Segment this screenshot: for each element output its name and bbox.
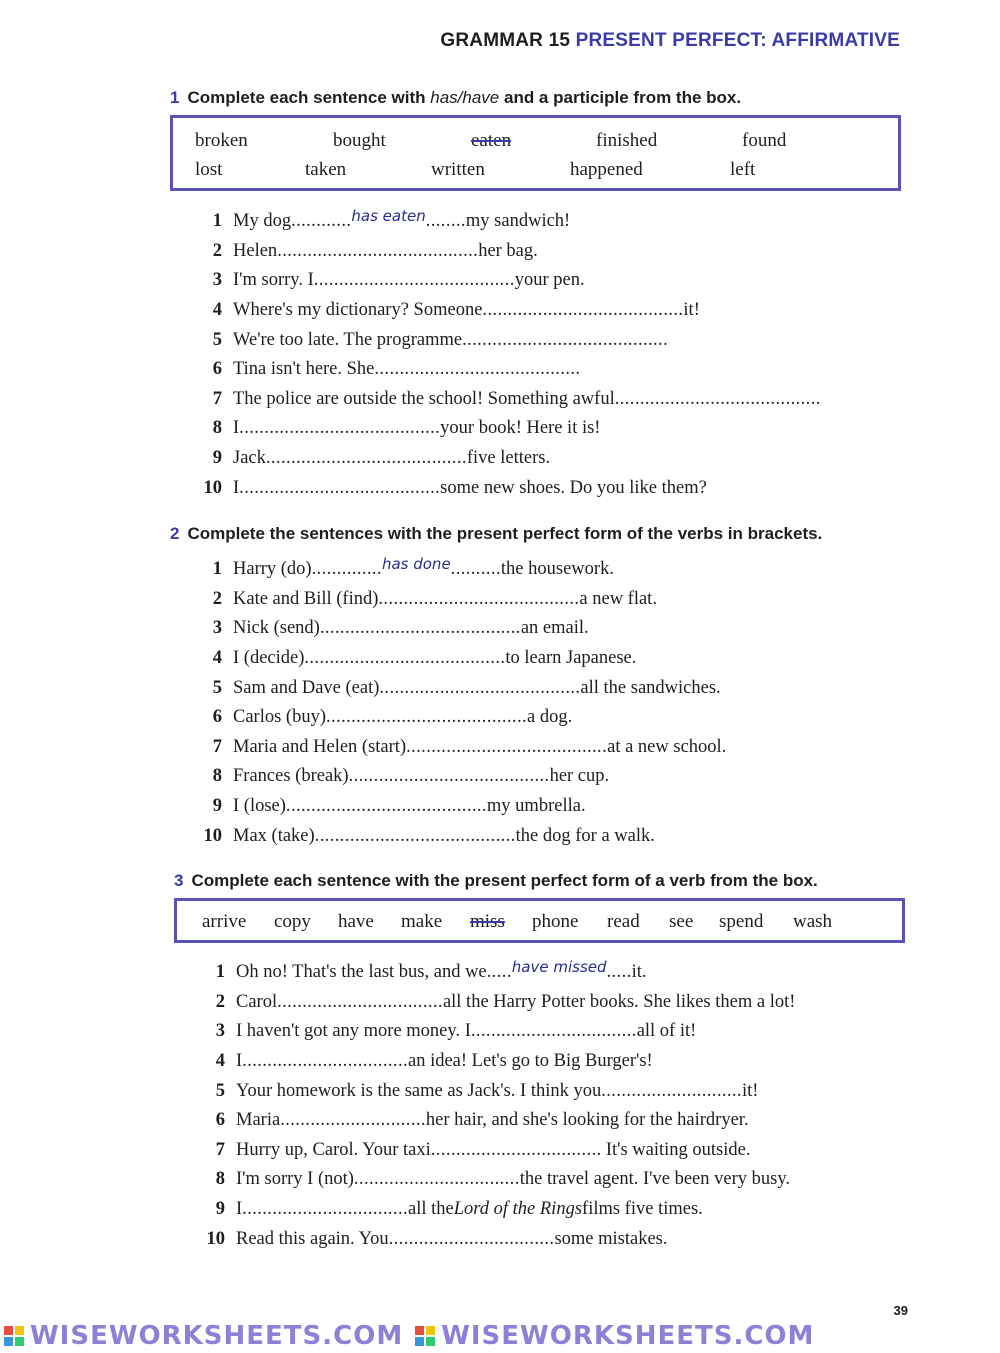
item-text: your pen. [514, 270, 585, 291]
answer-blank[interactable]: ............................ [601, 1080, 742, 1101]
exercise-item [199, 958, 795, 988]
exercise-item [196, 703, 726, 733]
item-text: Kate and Bill (find) [233, 588, 379, 609]
item-text: . [663, 329, 668, 350]
section-1-instruction-italic: has/have [430, 88, 500, 107]
item-text: all the Harry Potter books. She likes them a lot! [442, 991, 796, 1012]
box-word: wash [793, 911, 833, 932]
exercise-item [196, 207, 820, 237]
watermark-text: WISEWORKSHEETS.COM [441, 1320, 815, 1351]
item-text: I'm sorry I (not) [236, 1169, 354, 1190]
exercise-item [196, 821, 726, 851]
item-text: Helen [233, 240, 278, 261]
item-number: 7 [212, 388, 222, 409]
item-number: 2 [212, 588, 222, 609]
item-text: a new flat. [579, 588, 657, 609]
box-word: finished [596, 130, 658, 151]
item-text: Carol [236, 991, 278, 1012]
item-text: a dog. [527, 707, 573, 728]
word-box-3 [174, 898, 905, 943]
box-word: left [730, 159, 756, 180]
answer-blank[interactable]: ........................................ [314, 825, 516, 846]
item-text: Oh no! That's the last bus, and we [236, 962, 487, 983]
exercise-item [196, 444, 820, 474]
item-number: 3 [212, 618, 222, 639]
answer-blank[interactable]: ........................................ [379, 677, 581, 698]
item-number: 4 [212, 648, 222, 669]
item-text: Hurry up, Carol. Your taxi [236, 1139, 431, 1160]
box-word: see [669, 911, 694, 932]
exercise-item [196, 266, 820, 296]
answer-blank[interactable]: ................................. [430, 1139, 597, 1160]
item-number: 9 [212, 448, 222, 469]
item-text: all the [408, 1199, 454, 1220]
section-2-list [196, 555, 726, 851]
item-number: 2 [212, 240, 222, 261]
box-word: copy [274, 911, 311, 932]
section-2-title [170, 524, 822, 544]
item-text: My dog [233, 211, 292, 232]
item-number: 1 [212, 559, 222, 580]
item-text: Sam and Dave (eat) [233, 677, 380, 698]
item-text: Carlos (buy) [233, 707, 326, 728]
item-number: 10 [203, 825, 222, 846]
item-number: 3 [215, 1021, 225, 1042]
exercise-item [196, 237, 820, 267]
item-number: 6 [215, 1110, 225, 1131]
item-text: I (lose) [233, 796, 286, 817]
answer-blank[interactable]: ........................................ [313, 270, 515, 291]
item-text: her cup. [549, 766, 610, 787]
item-number: 6 [212, 359, 222, 380]
answer-blank[interactable]: ................................. [470, 1021, 637, 1042]
handwritten-answer: has done [381, 554, 451, 573]
answer-blank: ............ [291, 211, 352, 232]
answer-blank[interactable]: ........................................ [406, 736, 608, 757]
item-text: her bag. [478, 240, 538, 261]
item-number: 5 [212, 677, 222, 698]
item-text: We're too late. The programme [233, 329, 463, 350]
box-word: make [401, 911, 443, 932]
item-number: 7 [215, 1139, 225, 1160]
item-text: I'm sorry. I [233, 270, 314, 291]
answer-blank: ..... [486, 962, 512, 983]
item-number: 1 [215, 962, 225, 983]
item-text: the housework. [500, 559, 614, 580]
box-word: read [607, 911, 640, 932]
item-number: 9 [215, 1199, 225, 1220]
exercise-item [196, 385, 820, 415]
item-text: Jack [233, 448, 266, 469]
item-text: . [575, 359, 581, 380]
header-title: PRESENT PERFECT: AFFIRMATIVE [575, 30, 900, 51]
item-text: it. [631, 962, 647, 983]
item-text: Maria and Helen (start) [233, 736, 407, 757]
item-text: Max (take) [233, 825, 315, 846]
item-text: The police are outside the school! Something awful [233, 388, 615, 409]
answer-blank[interactable]: ................................. [353, 1169, 520, 1190]
exercise-item [199, 1076, 795, 1106]
answer-blank[interactable]: ........................................ [285, 796, 487, 817]
item-text: her hair, and she's looking for the hairdryer. [425, 1110, 749, 1131]
answer-blank[interactable]: ................................. [277, 991, 443, 1012]
wise-logo-icon [415, 1326, 435, 1346]
item-number: 3 [212, 270, 222, 291]
section-3-number: 3 [174, 871, 184, 890]
box-word: happened [570, 159, 643, 180]
item-text: an idea! Let's go to Big Burger's! [408, 1051, 653, 1072]
item-number: 1 [212, 211, 222, 232]
exercise-item [199, 1136, 795, 1166]
answer-blank[interactable]: ........................................ [482, 300, 684, 321]
item-text: Maria [236, 1110, 281, 1131]
page-number: 39 [893, 1303, 908, 1318]
wise-logo-icon [4, 1326, 24, 1346]
item-number: 8 [212, 766, 222, 787]
item-number: 5 [215, 1080, 225, 1101]
answer-blank[interactable]: ................................. [388, 1228, 555, 1249]
answer-blank: .............. [311, 559, 382, 580]
answer-blank[interactable]: ........................................ [304, 648, 506, 669]
header-prefix: GRAMMAR 15 [440, 30, 571, 51]
item-number: 6 [212, 707, 222, 728]
answer-blank[interactable]: ........................................ [374, 359, 576, 380]
watermark-text: WISEWORKSHEETS.COM [30, 1320, 404, 1351]
answer-blank[interactable]: ........................................ [378, 588, 580, 609]
exercise-item [196, 673, 726, 703]
answer-blank[interactable]: ................................. [242, 1051, 408, 1072]
item-text: Nick (send) [233, 618, 320, 639]
item-text: Harry (do) [233, 559, 312, 580]
section-2-instruction: Complete the sentences with the present perfect form of the verbs in brackets. [187, 524, 823, 543]
item-text: I [236, 1051, 243, 1072]
item-text: some mistakes. [554, 1228, 668, 1249]
answer-blank: .......... [450, 559, 501, 580]
item-number: 8 [215, 1169, 225, 1190]
exercise-item [196, 414, 820, 444]
box-word: phone [532, 911, 579, 932]
watermark-banner [0, 1318, 1000, 1353]
answer-blank[interactable]: ........................................ [239, 418, 441, 439]
item-text: . [815, 388, 821, 409]
answer-blank[interactable]: ........................................ [614, 388, 816, 409]
section-1-title [170, 88, 741, 108]
item-number: 5 [212, 329, 222, 350]
item-number: 4 [212, 300, 222, 321]
item-text: Where's my dictionary? Someone [233, 300, 483, 321]
item-text: films five times. [582, 1199, 703, 1220]
exercise-item [196, 762, 726, 792]
exercise-item [196, 614, 726, 644]
answer-blank[interactable]: ................................. [242, 1199, 408, 1220]
exercise-item [196, 733, 726, 763]
section-1-list [196, 207, 820, 503]
box-word: bought [333, 130, 386, 151]
exercise-item [196, 473, 820, 503]
box-word-used: miss [470, 911, 505, 932]
answer-blank[interactable]: ............................. [280, 1110, 426, 1131]
answer-blank[interactable]: ........................................ [462, 329, 664, 350]
item-number: 10 [203, 477, 222, 498]
section-3-instruction: Complete each sentence with the present perfect form of a verb from the box. [191, 871, 818, 890]
handwritten-answer: has eaten [351, 206, 426, 225]
item-text: at a new school. [607, 736, 727, 757]
handwritten-answer: have missed [511, 957, 607, 976]
item-text: Tina isn't here. She [233, 359, 375, 380]
answer-blank[interactable]: ........................................ [326, 707, 527, 728]
item-text: the dog for a walk. [515, 825, 655, 846]
answer-blank[interactable]: ........................................ [239, 477, 441, 498]
box-word: broken [195, 130, 248, 151]
answer-blank: ..... [606, 962, 632, 983]
item-text: I haven't got any more money. I [236, 1021, 471, 1042]
box-word-used: eaten [471, 130, 512, 151]
item-text: I [236, 1199, 243, 1220]
page-header [440, 30, 900, 52]
item-number: 7 [212, 736, 222, 757]
item-text: all of it! [636, 1021, 697, 1042]
box-word: lost [195, 159, 223, 180]
section-1-instruction-end: and a participle from the box. [499, 88, 742, 107]
section-2-number: 2 [170, 524, 180, 543]
item-text: all the sandwiches. [580, 677, 721, 698]
item-text: it! [741, 1080, 759, 1101]
item-number: 9 [212, 796, 222, 817]
box-word: written [431, 159, 485, 180]
exercise-item [199, 1224, 795, 1254]
item-text: to learn Japanese. [505, 648, 637, 669]
box-word: found [742, 130, 787, 151]
section-1-instruction: Complete each sentence with [187, 88, 431, 107]
word-box-1 [170, 115, 901, 191]
exercise-item [199, 1165, 795, 1195]
item-text: Frances (break) [233, 766, 349, 787]
exercise-item [196, 355, 820, 385]
box-word: arrive [202, 911, 247, 932]
exercise-item [196, 555, 726, 585]
exercise-item [199, 1195, 795, 1225]
item-text: some new shoes. Do you like them? [440, 477, 707, 498]
exercise-item [199, 988, 795, 1018]
answer-blank[interactable]: ........................................ [277, 240, 479, 261]
section-3-title [174, 871, 818, 891]
item-text: five letters. [466, 448, 551, 469]
item-text: your book! Here it is! [440, 418, 601, 439]
exercise-item [196, 296, 820, 326]
item-text: it! [683, 300, 700, 321]
box-word: taken [305, 159, 347, 180]
item-text-italic: Lord of the Rings [453, 1199, 583, 1220]
exercise-item [199, 1047, 795, 1077]
box-word: have [338, 911, 374, 932]
exercise-item [199, 1017, 795, 1047]
answer-blank[interactable]: ........................................ [319, 618, 521, 639]
exercise-item [196, 792, 726, 822]
item-text: an email. [520, 618, 589, 639]
item-number: 4 [215, 1051, 225, 1072]
item-text: . It's waiting outside. [596, 1139, 751, 1160]
item-text: Your homework is the same as Jack's. I think you [236, 1080, 602, 1101]
answer-blank[interactable]: ........................................ [265, 448, 467, 469]
item-text: I [233, 477, 240, 498]
exercise-item [196, 585, 726, 615]
exercise-item [199, 1106, 795, 1136]
item-text: I (decide) [233, 648, 305, 669]
section-3-list [199, 958, 795, 1254]
item-text: my sandwich! [465, 211, 571, 232]
box-word: spend [719, 911, 764, 932]
item-number: 8 [212, 418, 222, 439]
answer-blank: ........ [425, 211, 466, 232]
item-number: 10 [206, 1228, 225, 1249]
item-text: Read this again. You [236, 1228, 389, 1249]
answer-blank[interactable]: ........................................ [348, 766, 550, 787]
item-text: I [233, 418, 240, 439]
exercise-item [196, 644, 726, 674]
section-1-number: 1 [170, 88, 180, 107]
exercise-item [196, 325, 820, 355]
item-text: the travel agent. I've been very busy. [519, 1169, 791, 1190]
item-text: my umbrella. [486, 796, 586, 817]
item-number: 2 [215, 991, 225, 1012]
